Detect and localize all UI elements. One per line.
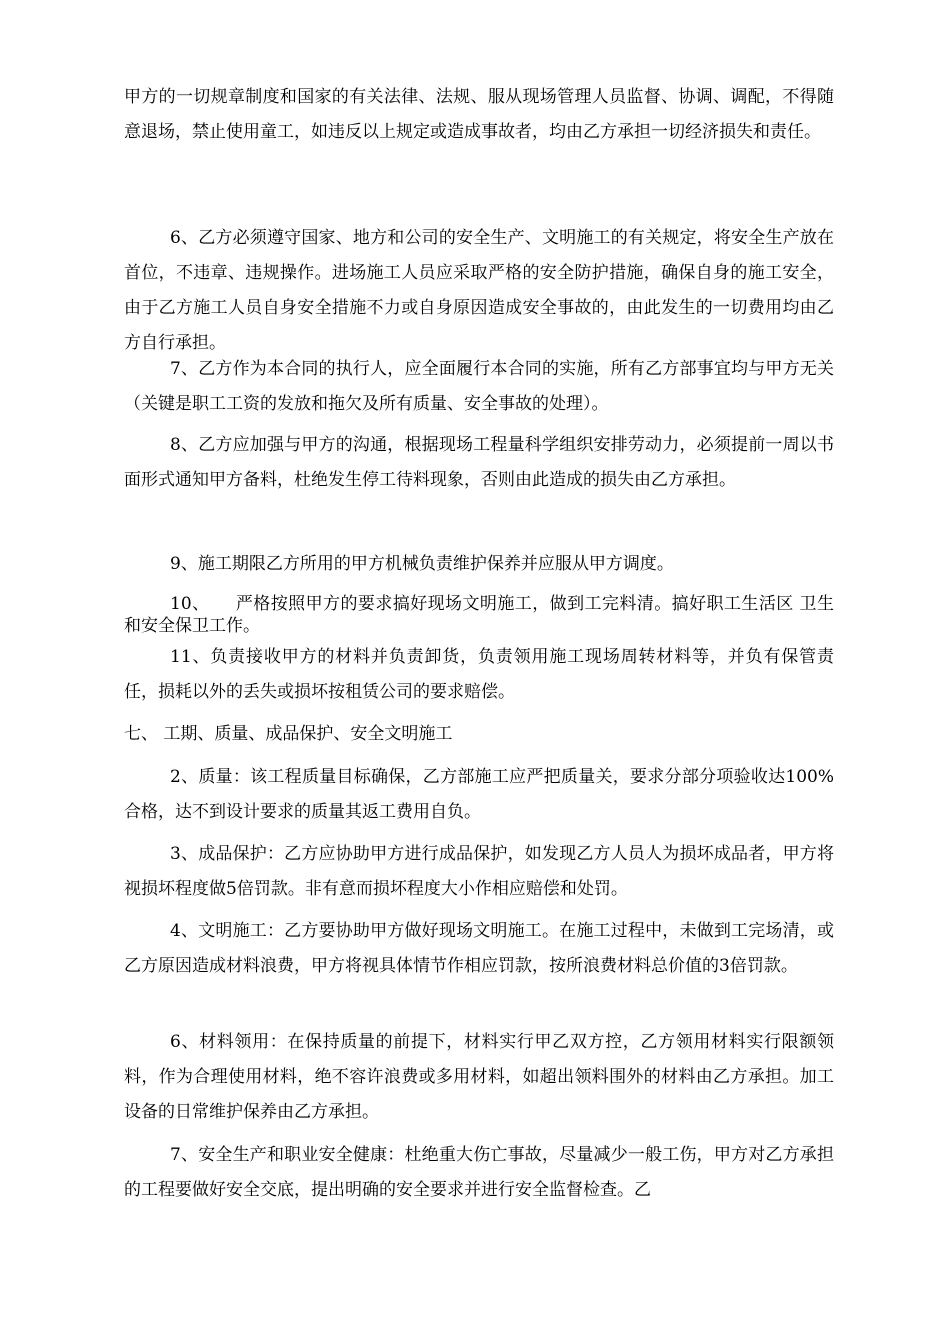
paragraph-clause-7-executor: 7、乙方作为本合同的执行人，应全面履行本合同的实施，所有乙方部事宜均与甲方无关（关键是职工工资的发放和拖欠及所有质量、安全事故的处理）。 [124,359,834,414]
paragraph-safety-health: 7、安全生产和职业安全健康：杜绝重大伤亡事故，尽量减少一般工伤，甲方对乙方承担的工程要做好安全交底，提出明确的安全要求并进行安全监督检查。乙 [124,1145,834,1200]
paragraph-quality: 2、质量：该工程质量目标确保，乙方部施工应严把质量关，要求分部分项验收达100%合格，达不到设计要求的质量其返工费用自负。 [124,767,834,822]
paragraph-clause-9-machinery: 9、施工期限乙方所用的甲方机械负责维护保养并应服从甲方调度。 [170,554,674,574]
section-heading-seven: 七、 工期、质量、成品保护、安全文明施工 [124,724,453,744]
paragraph-clause-6-safety: 6、乙方必须遵守国家、地方和公司的安全生产、文明施工的有关规定，将安全生产放在首位，不违章、违规操作。进场施工人员应采取严格的安全防护措施，确保自身的施工安全，由于乙方施工人员自身安全措施不力或自身原因造成安全事故的，由此发生的一切费用均由乙方自行承担。 [124,228,834,353]
paragraph-product-protection: 3、成品保护：乙方应协助甲方进行成品保护，如发现乙方人员人为损坏成品者，甲方将视损坏程度做5倍罚款。非有意而损坏程度大小作相应赔偿和处罚。 [124,844,834,899]
paragraph-clause-8-communication: 8、乙方应加强与甲方的沟通，根据现场工程量科学组织安排劳动力，必须提前一周以书面形式通知甲方备料，杜绝发生停工待料现象，否则由此造成的损失由乙方承担。 [124,435,834,490]
paragraph-civilized-construction: 4、文明施工：乙方要协助甲方做好现场文明施工。在施工过程中，未做到工完场清，或乙方原因造成材料浪费，甲方将视具体情节作相应罚款，按所浪费材料总价值的3倍罚款。 [124,921,834,976]
paragraph-clause-10-civilized: 10、 严格按照甲方的要求搞好现场文明施工，做到工完料清。搞好职工生活区 卫生和安全保卫工作。 [124,594,834,636]
paragraph-continuation: 甲方的一切规章制度和国家的有关法律、法规、服从现场管理人员监督、协调、调配，不得随意退场，禁止使用童工，如违反以上规定或造成事故者，均由乙方承担一切经济损失和责任。 [124,87,834,142]
paragraph-material-use: 6、材料领用：在保持质量的前提下，材料实行甲乙双方控，乙方领用材料实行限额领料，作为合理使用材料，绝不容许浪费或多用材料，如超出领料围外的材料由乙方承担。加工设备的日常维护保养由乙方承担。 [124,1032,834,1122]
paragraph-clause-11-materials: 11、负责接收甲方的材料并负责卸货，负责领用施工现场周转材料等，并负有保管责任，损耗以外的丢失或损坏按租赁公司的要求赔偿。 [124,647,834,702]
